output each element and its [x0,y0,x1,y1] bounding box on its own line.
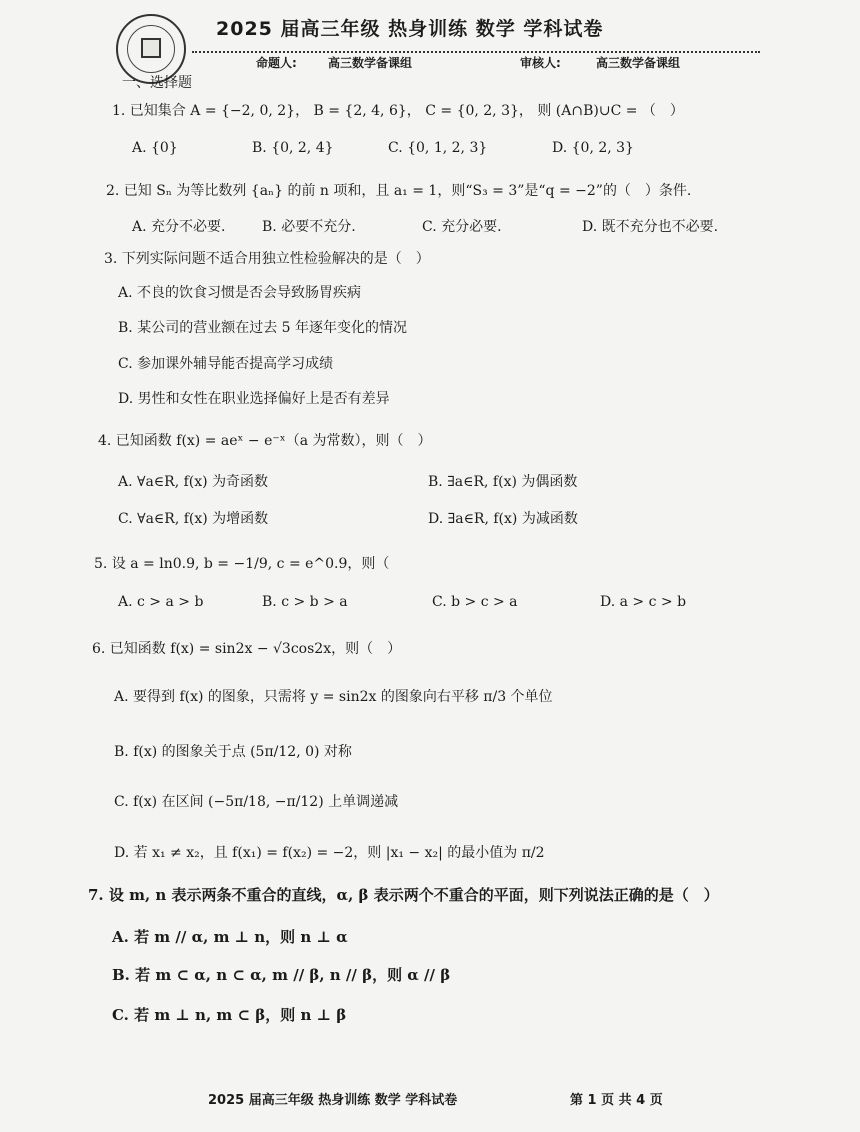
q3-stem: 3. 下列实际问题不适合用独立性检验解决的是（ ） [104,251,430,267]
logo-inner-ring [127,25,175,73]
q4-stem: 4. 已知函数 f(x) = aeˣ − e⁻ˣ（a 为常数），则（ ） [98,433,432,449]
reviewer-name: 高三数学备课组 [596,56,681,70]
page-title: 2025 届高三年级 热身训练 数学 学科试卷 [216,18,604,40]
q2-option-b: B. 必要不充分. [262,219,356,235]
q1-option-a: A. {0} [132,140,178,156]
q1-stem: 1. 已知集合 A = {−2, 0, 2}， B = {2, 4, 6}， C = {0, 2, 3}， 则 (A∩B)∪C = （ ） [112,103,684,119]
q7-stem: 7. 设 m, n 表示两条不重合的直线，α, β 表示两个不重合的平面，则下列说法正确的是（ ） [88,886,719,904]
q5-option-d: D. a > c > b [600,594,687,610]
q6-stem: 6. 已知函数 f(x) = sin2x − √3cos2x，则（ ） [92,641,402,657]
q3-option-b: B. 某公司的营业额在过去 5 年逐年变化的情况 [118,320,407,336]
q4-option-a: A. ∀a∈R, f(x) 为奇函数 [118,474,269,490]
q5-option-b: B. c > b > a [262,594,348,610]
q6-option-c: C. f(x) 在区间 (−5π/18, −π/12) 上单调递减 [114,794,399,810]
q4-option-b: B. ∃a∈R, f(x) 为偶函数 [428,474,578,490]
q4-option-d: D. ∃a∈R, f(x) 为减函数 [428,511,578,527]
q7-option-b: B. 若 m ⊂ α, n ⊂ α, m // β, n // β，则 α // β [112,966,451,984]
q3-option-d: D. 男性和女性在职业选择偏好上是否有差异 [118,391,390,407]
page-number: 第 1 页 共 4 页 [570,1093,663,1108]
q2-option-a: A. 充分不必要. [132,219,226,235]
q7-option-c: C. 若 m ⊥ n, m ⊂ β，则 n ⊥ β [112,1006,347,1024]
q6-option-a: A. 要得到 f(x) 的图象，只需将 y = sin2x 的图象向右平移 π/3 个单位 [114,689,553,705]
q6-option-b: B. f(x) 的图象关于点 (5π/12, 0) 对称 [114,744,352,760]
q4-option-c: C. ∀a∈R, f(x) 为增函数 [118,511,269,527]
setter-name: 高三数学备课组 [328,56,413,70]
logo-mark [141,38,161,58]
q5-stem: 5. 设 a = ln0.9, b = −1/9, c = e^0.9，则（ [94,556,390,572]
q1-option-c: C. {0, 1, 2, 3} [388,140,488,156]
q2-option-d: D. 既不充分也不必要. [582,219,719,235]
q1-option-b: B. {0, 2, 4} [252,140,334,156]
header-divider [192,51,760,53]
q6-option-d: D. 若 x₁ ≠ x₂，且 f(x₁) = f(x₂) = −2，则 |x₁ − x₂| 的最小值为 π/2 [114,845,545,861]
q3-option-c: C. 参加课外辅导能否提高学习成绩 [118,356,334,372]
q7-option-a: A. 若 m // α, m ⊥ n，则 n ⊥ α [112,928,348,946]
setter-label: 命题人: [256,56,297,70]
section-heading: 一、选择题 [122,75,192,91]
q5-option-c: C. b > c > a [432,594,518,610]
footer-title: 2025 届高三年级 热身训练 数学 学科试卷 [208,1093,458,1108]
q2-stem: 2. 已知 Sₙ 为等比数列 {aₙ} 的前 n 项和，且 a₁ = 1，则“S₃ = 3”是“q = −2”的（ ）条件. [106,183,692,199]
q3-option-a: A. 不良的饮食习惯是否会导致肠胃疾病 [118,285,362,301]
q5-option-a: A. c > a > b [118,594,204,610]
reviewer-label: 审核人: [520,56,561,70]
q2-option-c: C. 充分必要. [422,219,502,235]
q1-option-d: D. {0, 2, 3} [552,140,634,156]
